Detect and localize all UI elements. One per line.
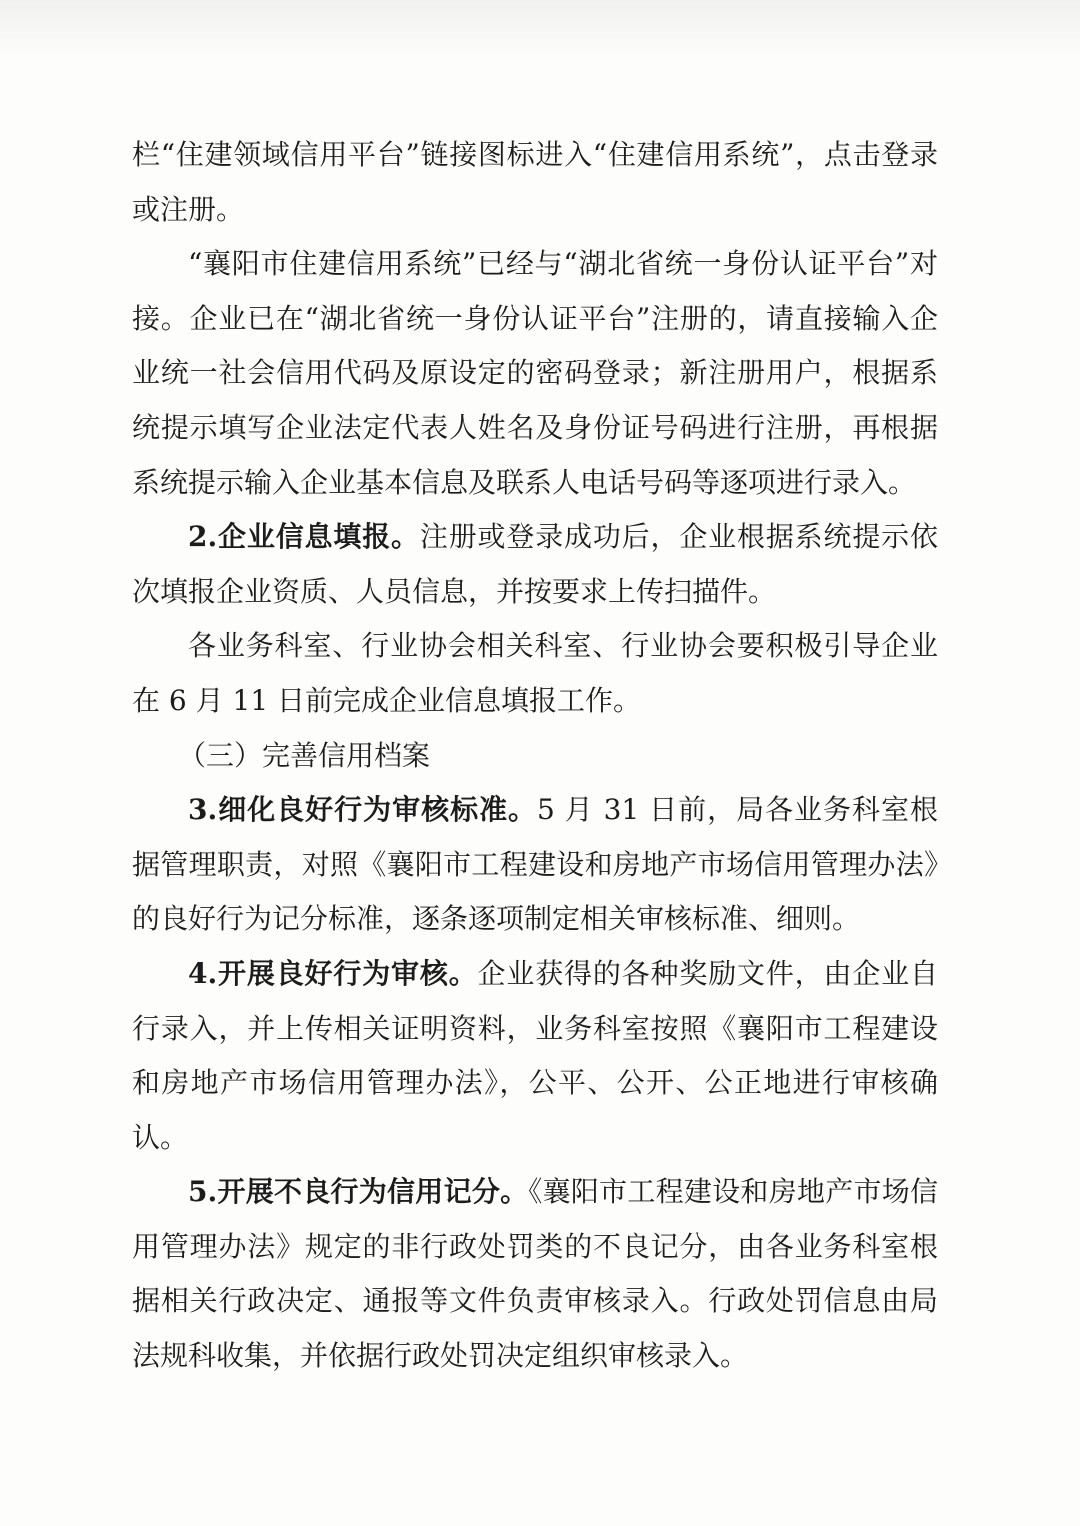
item-2-body: 注册或登录成功后，企业根据系统提示依次填报企业资质、人员信息，并按要求上传扫描件。: [132, 520, 938, 608]
section-heading-3: （三）完善信用档案: [178, 738, 431, 772]
paragraph-standards: [132, 783, 938, 947]
item-2-title: 2.企业信息填报。: [188, 520, 420, 554]
document-body: [132, 128, 938, 1384]
paragraph-info-filing: [132, 510, 938, 619]
paragraph-login: 栏“住建领域信用平台”链接图标进入“住建信用系统”，点击登录或注册。: [132, 138, 938, 226]
item-4-title: 4.开展良好行为审核。: [188, 956, 478, 990]
paragraph-bad-behavior: [132, 1165, 938, 1383]
item-5-body: 《襄阳市工程建设和房地产市场信用管理办法》规定的非行政处罚类的不良记分，由各业务科室根据相关行政决定、通报等文件负责审核录入。行政处罚信息由局法规科收集，并依据行政处罚决定组织审核录入。: [132, 1175, 938, 1373]
item-4-body: 企业获得的各种奖励文件，由企业自行录入，并上传相关证明资料，业务科室按照《襄阳市工程建设和房地产市场信用管理办法》，公平、公开、公正地进行审核确认。: [132, 956, 938, 1154]
item-3-body: 5 月 31 日前，局各业务科室根据管理职责，对照《襄阳市工程建设和房地产市场信用管理办法》的良好行为记分标准，逐条逐项制定相关审核标准、细则。: [132, 793, 938, 936]
item-5-title: 5.开展不良行为信用记分。: [188, 1175, 529, 1209]
scan-top-shadow: [0, 0, 1080, 60]
paragraph-deadline: 各业务科室、行业协会相关科室、行业协会要积极引导企业在 6 月 11 日前完成企业信息填报工作。: [132, 629, 938, 717]
paragraph-credit-system: “襄阳市住建信用系统”已经与“湖北省统一身份认证平台”对接。企业已在“湖北省统一身份认证平台”注册的，请直接输入企业统一社会信用代码及原设定的密码登录；新注册用户，根据系统提示填写企业法定代表人姓名及身份证号码进行注册，再根据系统提示输入企业基本信息及联系人电话号码等逐项进行录入。: [132, 247, 938, 499]
item-3-title: 3.细化良好行为审核标准。: [188, 793, 538, 827]
paragraph-good-behavior: [132, 947, 938, 1165]
